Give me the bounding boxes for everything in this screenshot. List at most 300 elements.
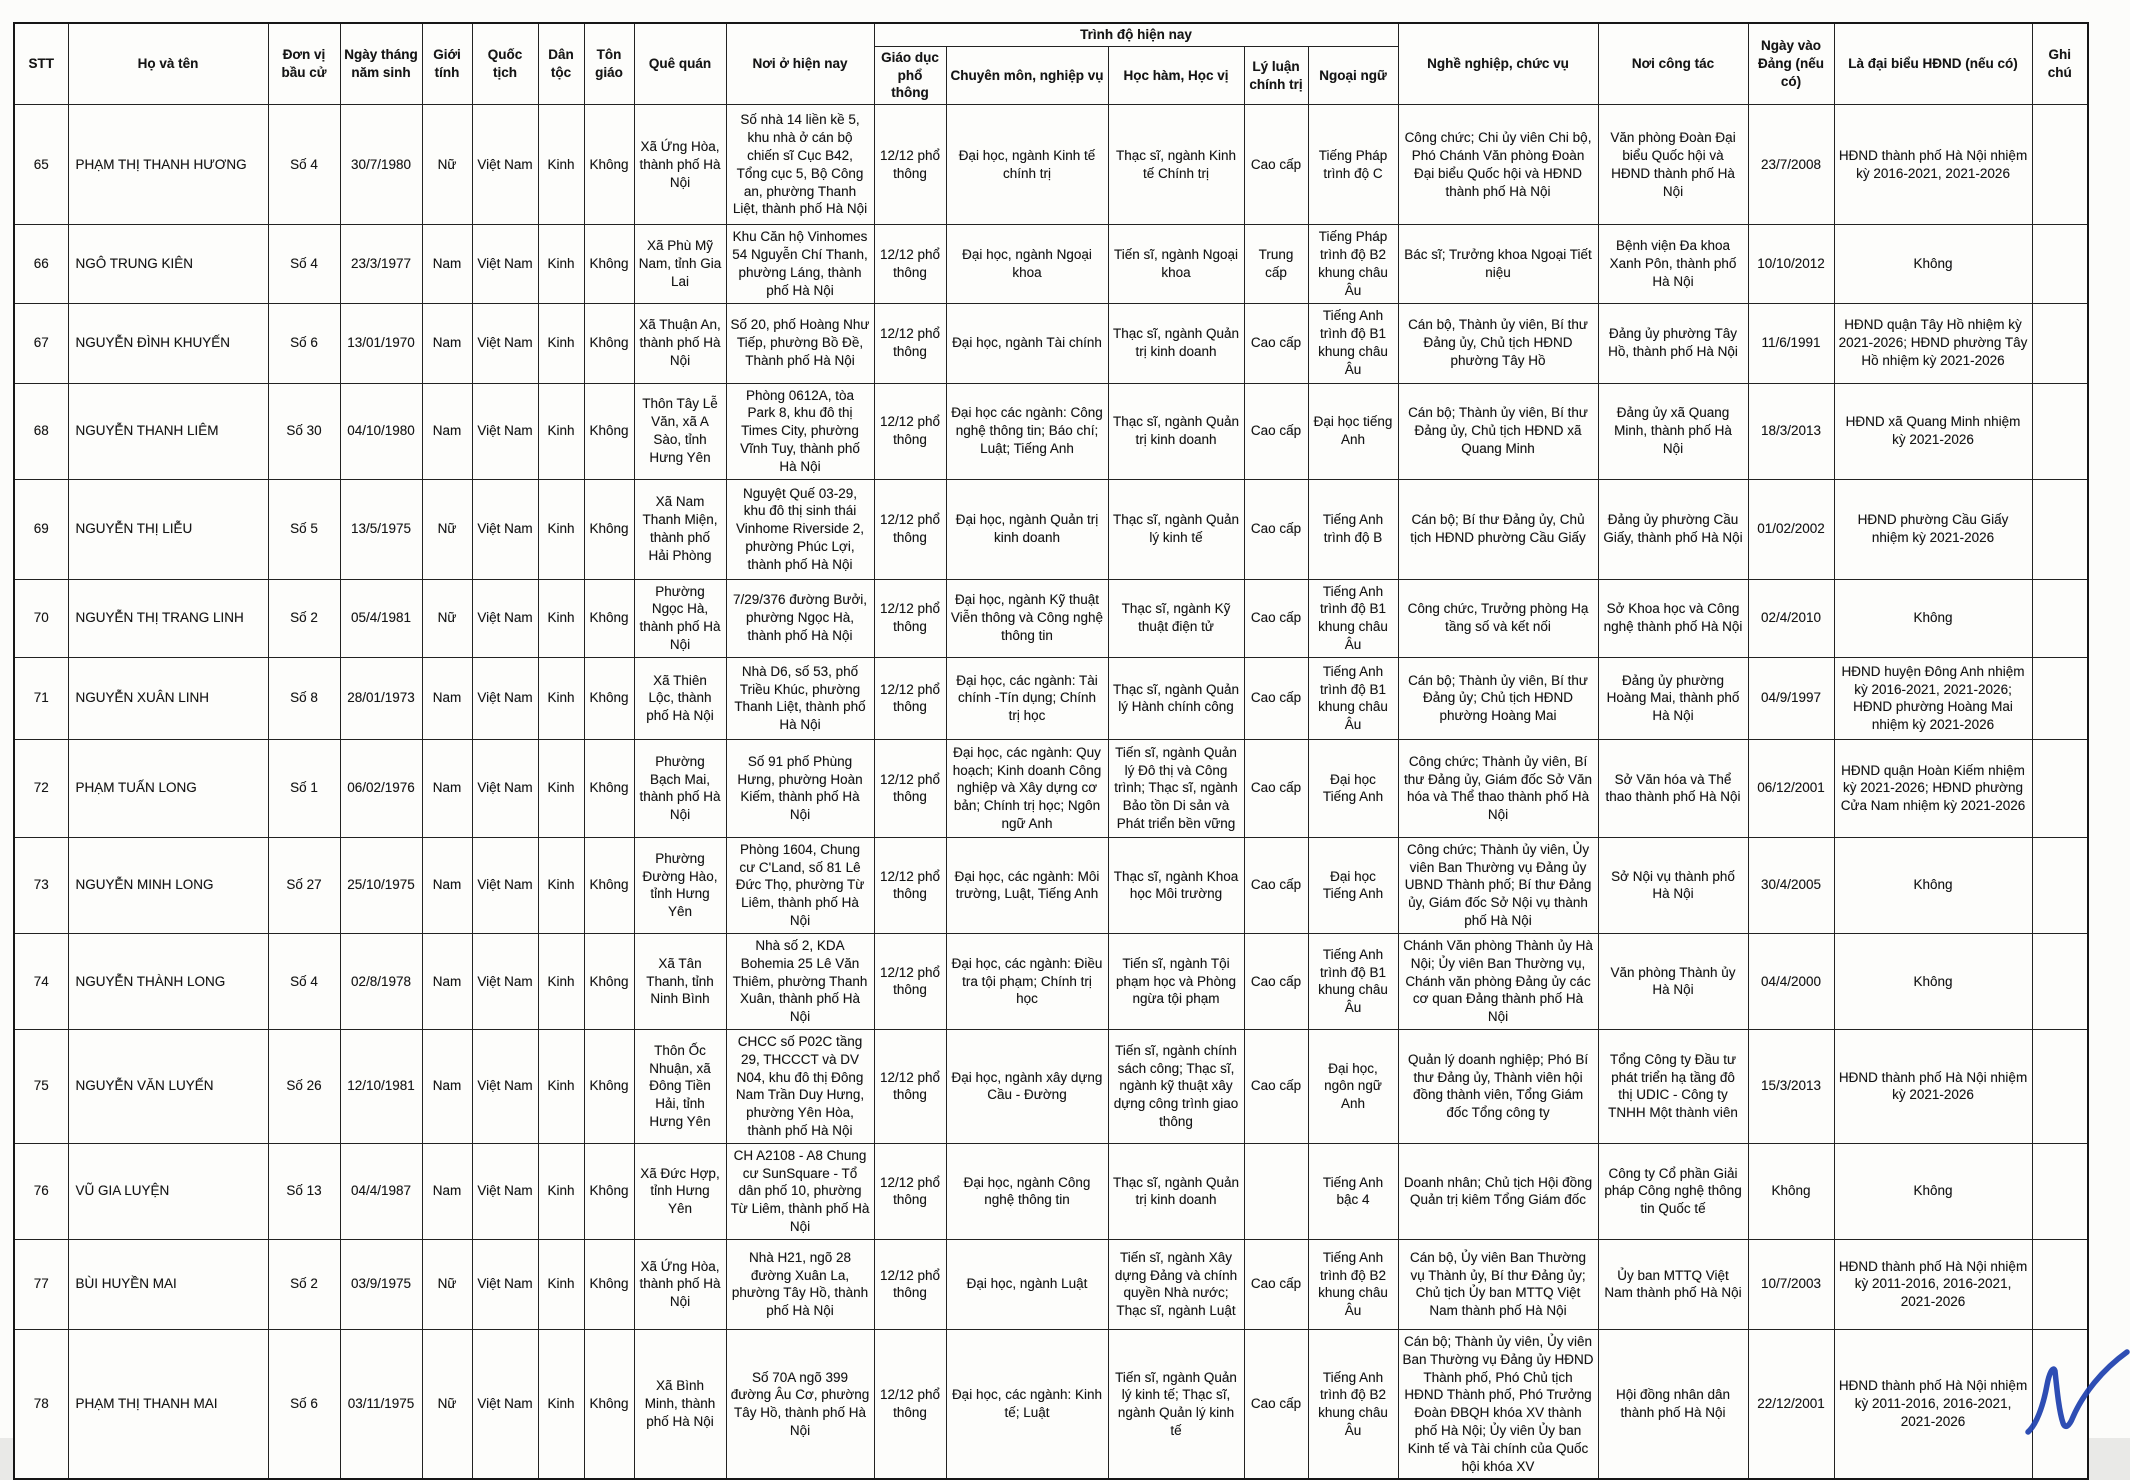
cell-ethnicity: Kinh: [538, 303, 584, 383]
cell-ethnicity: Kinh: [538, 739, 584, 837]
cell-religion: Không: [584, 105, 634, 225]
cell-council-membership: HĐND huyện Đông Anh nhiệm kỳ 2016-2021, 2021-2026; HĐND phường Hoàng Mai nhiệm kỳ 2021-2026: [1834, 657, 2032, 739]
cell-foreign-language: Tiếng Pháp trình độ C: [1308, 105, 1398, 225]
col-header-gender: Giới tính: [422, 23, 472, 105]
cell-workplace: Ủy ban MTTQ Việt Nam thành phố Hà Nội: [1598, 1239, 1748, 1329]
cell-workplace: Bệnh viện Đa khoa Xanh Pôn, thành phố Hà Nội: [1598, 225, 1748, 303]
cell-nationality: Việt Nam: [472, 383, 538, 479]
cell-hometown: Xã Thuận An, thành phố Hà Nội: [634, 303, 726, 383]
cell-general-education: 12/12 phổ thông: [874, 1143, 946, 1239]
cell-date-of-birth: 04/4/1987: [340, 1143, 422, 1239]
cell-ethnicity: Kinh: [538, 1029, 584, 1143]
cell-notes: [2032, 837, 2088, 933]
cell-full-name: NGUYỄN VĂN LUYẾN: [68, 1029, 268, 1143]
cell-party-admission-date: 18/3/2013: [1748, 383, 1834, 479]
signature-stroke: [2028, 1352, 2127, 1432]
cell-ethnicity: Kinh: [538, 479, 584, 579]
cell-gender: Nam: [422, 383, 472, 479]
table-row: [14, 933, 2088, 1029]
cell-occupation: Doanh nhân; Chủ tịch Hội đồng Quản trị kiêm Tổng Giám đốc: [1398, 1143, 1598, 1239]
col-header-religion: Tôn giáo: [584, 23, 634, 105]
cell-foreign-language: Tiếng Anh trình độ B1 khung châu Âu: [1308, 933, 1398, 1029]
cell-date-of-birth: 02/8/1978: [340, 933, 422, 1029]
delegates-table: [13, 22, 2089, 1480]
table-row: [14, 1029, 2088, 1143]
cell-constituency: Số 2: [268, 1239, 340, 1329]
table-row: [14, 303, 2088, 383]
cell-specialization: Đại học, các ngành: Môi trường, Luật, Tiếng Anh: [946, 837, 1108, 933]
cell-general-education: 12/12 phổ thông: [874, 933, 946, 1029]
cell-occupation: Cán bộ; Thành ủy viên, Bí thư Đảng ủy; Chủ tịch HĐND phường Hoàng Mai: [1398, 657, 1598, 739]
cell-academic-degree: Thạc sĩ, ngành Quản trị kinh doanh: [1108, 1143, 1244, 1239]
cell-residence: Nguyệt Quế 03-29, khu đô thị sinh thái Vinhome Riverside 2, phường Phúc Lợi, thành phố Hà Nội: [726, 479, 874, 579]
cell-general-education: 12/12 phổ thông: [874, 479, 946, 579]
cell-constituency: Số 5: [268, 479, 340, 579]
cell-religion: Không: [584, 1239, 634, 1329]
cell-notes: [2032, 1029, 2088, 1143]
cell-party-admission-date: 22/12/2001: [1748, 1329, 1834, 1479]
cell-gender: Nam: [422, 225, 472, 303]
col-header-political-theory: Lý luận chính trị: [1244, 46, 1308, 104]
col-header-council-membership: Là đại biểu HĐND (nếu có): [1834, 23, 2032, 105]
cell-notes: [2032, 1143, 2088, 1239]
cell-religion: Không: [584, 383, 634, 479]
table-row: [14, 225, 2088, 303]
col-header-residence: Nơi ở hiện nay: [726, 23, 874, 105]
cell-religion: Không: [584, 657, 634, 739]
cell-workplace: Sở Văn hóa và Thể thao thành phố Hà Nội: [1598, 739, 1748, 837]
cell-nationality: Việt Nam: [472, 1329, 538, 1479]
cell-ethnicity: Kinh: [538, 105, 584, 225]
cell-nationality: Việt Nam: [472, 225, 538, 303]
cell-political-theory: [1244, 1143, 1308, 1239]
table-row: [14, 383, 2088, 479]
cell-academic-degree: Tiến sĩ, ngành Xây dựng Đảng và chính quyền Nhà nước; Thạc sĩ, ngành Luật: [1108, 1239, 1244, 1329]
cell-gender: Nữ: [422, 105, 472, 225]
cell-political-theory: Cao cấp: [1244, 579, 1308, 657]
cell-residence: Số nhà 14 liền kề 5, khu nhà ở cán bộ chiến sĩ Cục B42, Tổng cục 5, Bộ Công an, phường Thanh Liệt, thành phố Hà Nội: [726, 105, 874, 225]
cell-hometown: Xã Ứng Hòa, thành phố Hà Nội: [634, 1239, 726, 1329]
cell-specialization: Đại học các ngành: Công nghệ thông tin; Báo chí; Luật; Tiếng Anh: [946, 383, 1108, 479]
cell-nationality: Việt Nam: [472, 657, 538, 739]
cell-party-admission-date: 04/4/2000: [1748, 933, 1834, 1029]
cell-academic-degree: Thạc sĩ, ngành Quản lý kinh tế: [1108, 479, 1244, 579]
cell-specialization: Đại học, các ngành: Điều tra tội phạm; Chính trị học: [946, 933, 1108, 1029]
cell-ethnicity: Kinh: [538, 1239, 584, 1329]
cell-hometown: Xã Thiên Lộc, thành phố Hà Nội: [634, 657, 726, 739]
cell-notes: [2032, 383, 2088, 479]
cell-religion: Không: [584, 933, 634, 1029]
cell-general-education: 12/12 phổ thông: [874, 225, 946, 303]
cell-workplace: Đảng ủy phường Cầu Giấy, thành phố Hà Nội: [1598, 479, 1748, 579]
cell-ethnicity: Kinh: [538, 657, 584, 739]
cell-political-theory: Cao cấp: [1244, 1329, 1308, 1479]
cell-council-membership: Không: [1834, 933, 2032, 1029]
cell-date-of-birth: 06/02/1976: [340, 739, 422, 837]
cell-stt: 70: [14, 579, 68, 657]
cell-council-membership: HĐND quận Tây Hồ nhiệm kỳ 2021-2026; HĐND phường Tây Hồ nhiệm kỳ 2021-2026: [1834, 303, 2032, 383]
cell-ethnicity: Kinh: [538, 579, 584, 657]
cell-stt: 76: [14, 1143, 68, 1239]
cell-workplace: Sở Khoa học và Công nghệ thành phố Hà Nội: [1598, 579, 1748, 657]
cell-academic-degree: Tiến sĩ, ngành Quản lý kinh tế; Thạc sĩ, ngành Quản lý kinh tế: [1108, 1329, 1244, 1479]
cell-ethnicity: Kinh: [538, 383, 584, 479]
cell-party-admission-date: 23/7/2008: [1748, 105, 1834, 225]
cell-party-admission-date: 30/4/2005: [1748, 837, 1834, 933]
cell-general-education: 12/12 phổ thông: [874, 383, 946, 479]
cell-stt: 78: [14, 1329, 68, 1479]
cell-full-name: NGUYỄN XUÂN LINH: [68, 657, 268, 739]
cell-full-name: NGUYỄN THỊ LIỄU: [68, 479, 268, 579]
cell-full-name: NGUYỄN THỊ TRANG LINH: [68, 579, 268, 657]
cell-gender: Nam: [422, 657, 472, 739]
cell-nationality: Việt Nam: [472, 739, 538, 837]
col-header-hometown: Quê quán: [634, 23, 726, 105]
cell-hometown: Phường Đường Hào, tỉnh Hưng Yên: [634, 837, 726, 933]
cell-notes: [2032, 1239, 2088, 1329]
cell-workplace: Đảng ủy xã Quang Minh, thành phố Hà Nội: [1598, 383, 1748, 479]
col-header-workplace: Nơi công tác: [1598, 23, 1748, 105]
cell-party-admission-date: 06/12/2001: [1748, 739, 1834, 837]
cell-stt: 71: [14, 657, 68, 739]
cell-nationality: Việt Nam: [472, 303, 538, 383]
cell-general-education: 12/12 phổ thông: [874, 1329, 946, 1479]
cell-academic-degree: Tiến sĩ, ngành chính sách công; Thạc sĩ, ngành kỹ thuật xây dựng công trình giao thông: [1108, 1029, 1244, 1143]
cell-constituency: Số 8: [268, 657, 340, 739]
cell-foreign-language: Tiếng Anh trình độ B2 khung châu Âu: [1308, 1239, 1398, 1329]
cell-political-theory: Cao cấp: [1244, 1029, 1308, 1143]
cell-council-membership: HĐND thành phố Hà Nội nhiệm kỳ 2021-2026: [1834, 1029, 2032, 1143]
table-header: [14, 23, 2088, 105]
cell-hometown: Thôn Tây Lễ Văn, xã A Sào, tỉnh Hưng Yên: [634, 383, 726, 479]
cell-academic-degree: Tiến sĩ, ngành Tội phạm học và Phòng ngừa tội phạm: [1108, 933, 1244, 1029]
cell-occupation: Chánh Văn phòng Thành ủy Hà Nội; Ủy viên Ban Thường vụ, Chánh văn phòng Đảng ủy các cơ quan Đảng thành phố Hà Nội: [1398, 933, 1598, 1029]
table-row: [14, 837, 2088, 933]
cell-residence: Số 20, phố Hoàng Như Tiếp, phường Bồ Đề, Thành phố Hà Nội: [726, 303, 874, 383]
cell-date-of-birth: 13/5/1975: [340, 479, 422, 579]
cell-full-name: VŨ GIA LUYỆN: [68, 1143, 268, 1239]
cell-full-name: BÙI HUYỀN MAI: [68, 1239, 268, 1329]
cell-council-membership: Không: [1834, 1143, 2032, 1239]
cell-occupation: Cán bộ; Bí thư Đảng ủy, Chủ tịch HĐND phường Cầu Giấy: [1398, 479, 1598, 579]
cell-gender: Nam: [422, 1029, 472, 1143]
cell-notes: [2032, 657, 2088, 739]
cell-occupation: Quản lý doanh nghiệp; Phó Bí thư Đảng ủy, Thành viên hội đồng thành viên, Tổng Giám đốc Tổng công ty: [1398, 1029, 1598, 1143]
cell-constituency: Số 13: [268, 1143, 340, 1239]
cell-gender: Nữ: [422, 1329, 472, 1479]
cell-specialization: Đại học, ngành Tài chính: [946, 303, 1108, 383]
cell-political-theory: Cao cấp: [1244, 105, 1308, 225]
cell-hometown: Phường Bạch Mai, thành phố Hà Nội: [634, 739, 726, 837]
cell-foreign-language: Đại học tiếng Anh: [1308, 383, 1398, 479]
cell-workplace: Hội đồng nhân dân thành phố Hà Nội: [1598, 1329, 1748, 1479]
cell-foreign-language: Đại học Tiếng Anh: [1308, 837, 1398, 933]
cell-constituency: Số 6: [268, 1329, 340, 1479]
cell-residence: Nhà D6, số 53, phố Triều Khúc, phường Thanh Liệt, thành phố Hà Nội: [726, 657, 874, 739]
col-header-specialization: Chuyên môn, nghiệp vụ: [946, 46, 1108, 104]
cell-date-of-birth: 05/4/1981: [340, 579, 422, 657]
cell-gender: Nữ: [422, 479, 472, 579]
col-header-ethnicity: Dân tộc: [538, 23, 584, 105]
cell-party-admission-date: 01/02/2002: [1748, 479, 1834, 579]
cell-party-admission-date: Không: [1748, 1143, 1834, 1239]
cell-occupation: Cán bộ, Ủy viên Ban Thường vụ Thành ủy, Bí thư Đảng ủy; Chủ tịch Ủy ban MTTQ Việt Nam thành phố Hà Nội: [1398, 1239, 1598, 1329]
cell-religion: Không: [584, 1329, 634, 1479]
cell-occupation: Bác sĩ; Trưởng khoa Ngoại Tiết niệu: [1398, 225, 1598, 303]
cell-gender: Nam: [422, 933, 472, 1029]
cell-specialization: Đại học, ngành Ngoại khoa: [946, 225, 1108, 303]
cell-gender: Nam: [422, 303, 472, 383]
cell-date-of-birth: 23/3/1977: [340, 225, 422, 303]
cell-hometown: Phường Ngọc Hà, thành phố Hà Nội: [634, 579, 726, 657]
cell-notes: [2032, 479, 2088, 579]
cell-academic-degree: Thạc sĩ, ngành Kỹ thuật điện tử: [1108, 579, 1244, 657]
cell-occupation: Cán bộ; Thành ủy viên, Bí thư Đảng ủy, Chủ tịch HĐND xã Quang Minh: [1398, 383, 1598, 479]
cell-political-theory: Cao cấp: [1244, 933, 1308, 1029]
cell-academic-degree: Tiến sĩ, ngành Ngoại khoa: [1108, 225, 1244, 303]
table-body: [14, 105, 2088, 1480]
cell-general-education: 12/12 phổ thông: [874, 303, 946, 383]
cell-constituency: Số 6: [268, 303, 340, 383]
cell-workplace: Sở Nội vụ thành phố Hà Nội: [1598, 837, 1748, 933]
cell-political-theory: Cao cấp: [1244, 837, 1308, 933]
cell-hometown: Xã Tân Thanh, tỉnh Ninh Bình: [634, 933, 726, 1029]
cell-gender: Nữ: [422, 579, 472, 657]
cell-religion: Không: [584, 1029, 634, 1143]
cell-council-membership: Không: [1834, 579, 2032, 657]
cell-foreign-language: Đại học Tiếng Anh: [1308, 739, 1398, 837]
cell-political-theory: Cao cấp: [1244, 383, 1308, 479]
cell-foreign-language: Đại học, ngôn ngữ Anh: [1308, 1029, 1398, 1143]
cell-constituency: Số 4: [268, 105, 340, 225]
cell-academic-degree: Thạc sĩ, ngành Quản trị kinh doanh: [1108, 383, 1244, 479]
cell-foreign-language: Tiếng Anh bậc 4: [1308, 1143, 1398, 1239]
cell-specialization: Đại học, ngành Luật: [946, 1239, 1108, 1329]
cell-political-theory: Cao cấp: [1244, 739, 1308, 837]
cell-residence: Khu Căn hộ Vinhomes 54 Nguyễn Chí Thanh, phường Láng, thành phố Hà Nội: [726, 225, 874, 303]
cell-political-theory: Trung cấp: [1244, 225, 1308, 303]
cell-full-name: NGÔ TRUNG KIÊN: [68, 225, 268, 303]
cell-constituency: Số 27: [268, 837, 340, 933]
col-header-party-admission-date: Ngày vào Đảng (nếu có): [1748, 23, 1834, 105]
cell-nationality: Việt Nam: [472, 933, 538, 1029]
cell-general-education: 12/12 phổ thông: [874, 837, 946, 933]
col-header-occupation: Nghề nghiệp, chức vụ: [1398, 23, 1598, 105]
cell-party-admission-date: 10/10/2012: [1748, 225, 1834, 303]
cell-ethnicity: Kinh: [538, 225, 584, 303]
col-header-foreign-language: Ngoại ngữ: [1308, 46, 1398, 104]
cell-residence: Số 70A ngõ 399 đường Âu Cơ, phường Tây Hồ, thành phố Hà Nội: [726, 1329, 874, 1479]
cell-notes: [2032, 933, 2088, 1029]
cell-occupation: Công chức; Chi ủy viên Chi bộ, Phó Chánh Văn phòng Đoàn Đại biểu Quốc hội và HĐND thành phố Hà Nội: [1398, 105, 1598, 225]
cell-hometown: Xã Nam Thanh Miện, thành phố Hải Phòng: [634, 479, 726, 579]
cell-foreign-language: Tiếng Anh trình độ B1 khung châu Âu: [1308, 303, 1398, 383]
cell-nationality: Việt Nam: [472, 479, 538, 579]
cell-foreign-language: Tiếng Anh trình độ B1 khung châu Âu: [1308, 579, 1398, 657]
cell-residence: CH A2108 - A8 Chung cư SunSquare - Tổ dân phố 10, phường Từ Liêm, thành phố Hà Nội: [726, 1143, 874, 1239]
cell-religion: Không: [584, 479, 634, 579]
cell-specialization: Đại học, ngành Công nghệ thông tin: [946, 1143, 1108, 1239]
table-row: [14, 1143, 2088, 1239]
cell-constituency: Số 1: [268, 739, 340, 837]
cell-council-membership: HĐND phường Cầu Giấy nhiệm kỳ 2021-2026: [1834, 479, 2032, 579]
cell-religion: Không: [584, 1143, 634, 1239]
table-row: [14, 1239, 2088, 1329]
cell-residence: Nhà H21, ngõ 28 đường Xuân La, phường Tây Hồ, thành phố Hà Nội: [726, 1239, 874, 1329]
cell-full-name: NGUYỄN THÀNH LONG: [68, 933, 268, 1029]
cell-nationality: Việt Nam: [472, 579, 538, 657]
cell-general-education: 12/12 phổ thông: [874, 739, 946, 837]
cell-political-theory: Cao cấp: [1244, 1239, 1308, 1329]
cell-notes: [2032, 739, 2088, 837]
cell-date-of-birth: 12/10/1981: [340, 1029, 422, 1143]
cell-gender: Nam: [422, 837, 472, 933]
cell-council-membership: Không: [1834, 837, 2032, 933]
cell-constituency: Số 2: [268, 579, 340, 657]
cell-ethnicity: Kinh: [538, 1329, 584, 1479]
cell-stt: 73: [14, 837, 68, 933]
cell-general-education: 12/12 phổ thông: [874, 105, 946, 225]
cell-residence: CHCC số P02C tầng 29, THCCCT và DV N04, khu đô thị Đông Nam Trần Duy Hưng, phường Yên Hòa, thành phố Hà Nội: [726, 1029, 874, 1143]
cell-ethnicity: Kinh: [538, 933, 584, 1029]
cell-party-admission-date: 11/6/1991: [1748, 303, 1834, 383]
cell-academic-degree: Tiến sĩ, ngành Quản lý Đô thị và Công trình; Thạc sĩ, ngành Bảo tồn Di sản và Phát triển bền vững: [1108, 739, 1244, 837]
cell-party-admission-date: 15/3/2013: [1748, 1029, 1834, 1143]
cell-gender: Nam: [422, 739, 472, 837]
cell-workplace: Đảng ủy phường Tây Hồ, thành phố Hà Nội: [1598, 303, 1748, 383]
cell-notes: [2032, 105, 2088, 225]
cell-full-name: PHẠM THỊ THANH MAI: [68, 1329, 268, 1479]
cell-political-theory: Cao cấp: [1244, 303, 1308, 383]
cell-residence: Phòng 1604, Chung cư C'Land, số 81 Lê Đức Thọ, phường Từ Liêm, thành phố Hà Nội: [726, 837, 874, 933]
cell-constituency: Số 4: [268, 225, 340, 303]
cell-residence: 7/29/376 đường Bưởi, phường Ngọc Hà, thành phố Hà Nội: [726, 579, 874, 657]
cell-date-of-birth: 04/10/1980: [340, 383, 422, 479]
cell-occupation: Công chức, Trưởng phòng Hạ tầng số và kết nối: [1398, 579, 1598, 657]
handwritten-initial-mark: [2026, 1350, 2130, 1438]
cell-full-name: NGUYỄN THANH LIÊM: [68, 383, 268, 479]
col-header-full-name: Họ và tên: [68, 23, 268, 105]
cell-constituency: Số 4: [268, 933, 340, 1029]
col-header-date-of-birth: Ngày tháng năm sinh: [340, 23, 422, 105]
cell-date-of-birth: 28/01/1973: [340, 657, 422, 739]
col-header-notes: Ghi chú: [2032, 23, 2088, 105]
cell-residence: Phòng 0612A, tòa Park 8, khu đô thị Times City, phường Vĩnh Tuy, thành phố Hà Nội: [726, 383, 874, 479]
cell-workplace: Công ty Cổ phần Giải pháp Công nghệ thông tin Quốc tế: [1598, 1143, 1748, 1239]
cell-workplace: Tổng Công ty Đầu tư phát triển hạ tầng đô thị UDIC - Công ty TNHH Một thành viên: [1598, 1029, 1748, 1143]
cell-occupation: Cán bộ; Thành ủy viên, Ủy viên Ban Thường vụ Đảng ủy HĐND Thành phố, Phó Chủ tịch HĐND Thành phố, Phó Trưởng Đoàn ĐBQH khóa XV thành phố Hà Nội; Ủy viên Ủy ban Kinh tế và Tài chính của Quốc hội khóa XV: [1398, 1329, 1598, 1479]
cell-political-theory: Cao cấp: [1244, 479, 1308, 579]
cell-date-of-birth: 25/10/1975: [340, 837, 422, 933]
cell-council-membership: HĐND xã Quang Minh nhiệm kỳ 2021-2026: [1834, 383, 2032, 479]
cell-full-name: NGUYỄN ĐÌNH KHUYẾN: [68, 303, 268, 383]
table-row: [14, 739, 2088, 837]
cell-foreign-language: Tiếng Anh trình độ B1 khung châu Âu: [1308, 657, 1398, 739]
cell-date-of-birth: 03/9/1975: [340, 1239, 422, 1329]
cell-occupation: Công chức; Thành ủy viên, Ủy viên Ban Thường vụ Đảng ủy UBND Thành phố; Bí thư Đảng ủy, Giám đốc Sở Nội vụ thành phố Hà Nội: [1398, 837, 1598, 933]
cell-workplace: Văn phòng Thành ủy Hà Nội: [1598, 933, 1748, 1029]
cell-general-education: 12/12 phổ thông: [874, 579, 946, 657]
cell-foreign-language: Tiếng Pháp trình độ B2 khung châu Âu: [1308, 225, 1398, 303]
cell-foreign-language: Tiếng Anh trình độ B2 khung châu Âu: [1308, 1329, 1398, 1479]
cell-party-admission-date: 10/7/2003: [1748, 1239, 1834, 1329]
cell-specialization: Đại học, ngành Kinh tế chính trị: [946, 105, 1108, 225]
col-header-stt: STT: [14, 23, 68, 105]
cell-full-name: NGUYỄN MINH LONG: [68, 837, 268, 933]
cell-full-name: PHẠM THỊ THANH HƯƠNG: [68, 105, 268, 225]
cell-notes: [2032, 303, 2088, 383]
cell-constituency: Số 30: [268, 383, 340, 479]
cell-council-membership: HĐND quận Hoàn Kiếm nhiệm kỳ 2021-2026; HĐND phường Cửa Nam nhiệm kỳ 2021-2026: [1834, 739, 2032, 837]
table-row: [14, 579, 2088, 657]
cell-hometown: Xã Ứng Hòa, thành phố Hà Nội: [634, 105, 726, 225]
cell-full-name: PHẠM TUẤN LONG: [68, 739, 268, 837]
cell-stt: 77: [14, 1239, 68, 1329]
cell-residence: Số 91 phố Phùng Hưng, phường Hoàn Kiếm, thành phố Hà Nội: [726, 739, 874, 837]
cell-foreign-language: Tiếng Anh trình độ B: [1308, 479, 1398, 579]
col-header-constituency: Đơn vị bầu cử: [268, 23, 340, 105]
cell-general-education: 12/12 phổ thông: [874, 1029, 946, 1143]
cell-hometown: Xã Bình Minh, thành phố Hà Nội: [634, 1329, 726, 1479]
col-group-qualifications: Trình độ hiện nay: [874, 23, 1398, 46]
cell-date-of-birth: 30/7/1980: [340, 105, 422, 225]
col-header-general-education: Giáo dục phổ thông: [874, 46, 946, 104]
cell-council-membership: HĐND thành phố Hà Nội nhiệm kỳ 2011-2016, 2016-2021, 2021-2026: [1834, 1239, 2032, 1329]
col-header-nationality: Quốc tịch: [472, 23, 538, 105]
cell-residence: Nhà số 2, KDA Bohemia 25 Lê Văn Thiêm, phường Thanh Xuân, thành phố Hà Nội: [726, 933, 874, 1029]
cell-nationality: Việt Nam: [472, 1239, 538, 1329]
cell-general-education: 12/12 phổ thông: [874, 657, 946, 739]
cell-workplace: Đảng ủy phường Hoàng Mai, thành phố Hà Nội: [1598, 657, 1748, 739]
cell-specialization: Đại học, ngành Kỹ thuật Viễn thông và Công nghệ thông tin: [946, 579, 1108, 657]
cell-stt: 67: [14, 303, 68, 383]
cell-specialization: Đại học, ngành Quản trị kinh doanh: [946, 479, 1108, 579]
cell-stt: 72: [14, 739, 68, 837]
table-row: [14, 479, 2088, 579]
cell-party-admission-date: 04/9/1997: [1748, 657, 1834, 739]
cell-religion: Không: [584, 225, 634, 303]
cell-stt: 68: [14, 383, 68, 479]
cell-hometown: Xã Đức Hợp, tỉnh Hưng Yên: [634, 1143, 726, 1239]
cell-religion: Không: [584, 837, 634, 933]
cell-notes: [2032, 225, 2088, 303]
cell-specialization: Đại học, các ngành: Kinh tế; Luật: [946, 1329, 1108, 1479]
table-row: [14, 105, 2088, 225]
cell-council-membership: Không: [1834, 225, 2032, 303]
cell-religion: Không: [584, 739, 634, 837]
cell-occupation: Công chức; Thành ủy viên, Bí thư Đảng ủy, Giám đốc Sở Văn hóa và Thể thao thành phố Hà Nội: [1398, 739, 1598, 837]
cell-ethnicity: Kinh: [538, 837, 584, 933]
cell-religion: Không: [584, 303, 634, 383]
table-row: [14, 657, 2088, 739]
cell-workplace: Văn phòng Đoàn Đại biểu Quốc hội và HĐND thành phố Hà Nội: [1598, 105, 1748, 225]
cell-nationality: Việt Nam: [472, 1143, 538, 1239]
cell-date-of-birth: 13/01/1970: [340, 303, 422, 383]
cell-stt: 65: [14, 105, 68, 225]
cell-stt: 75: [14, 1029, 68, 1143]
cell-nationality: Việt Nam: [472, 1029, 538, 1143]
cell-notes: [2032, 579, 2088, 657]
cell-specialization: Đại học, các ngành: Quy hoạch; Kinh doanh Công nghiệp và Xây dựng cơ bản; Chính trị học; Ngôn ngữ Anh: [946, 739, 1108, 837]
cell-party-admission-date: 02/4/2010: [1748, 579, 1834, 657]
col-header-academic-degree: Học hàm, Học vị: [1108, 46, 1244, 104]
cell-stt: 69: [14, 479, 68, 579]
cell-date-of-birth: 03/11/1975: [340, 1329, 422, 1479]
cell-stt: 74: [14, 933, 68, 1029]
cell-academic-degree: Thạc sĩ, ngành Quản lý Hành chính công: [1108, 657, 1244, 739]
cell-religion: Không: [584, 579, 634, 657]
cell-hometown: Thôn Ốc Nhuận, xã Đông Tiền Hải, tỉnh Hưng Yên: [634, 1029, 726, 1143]
